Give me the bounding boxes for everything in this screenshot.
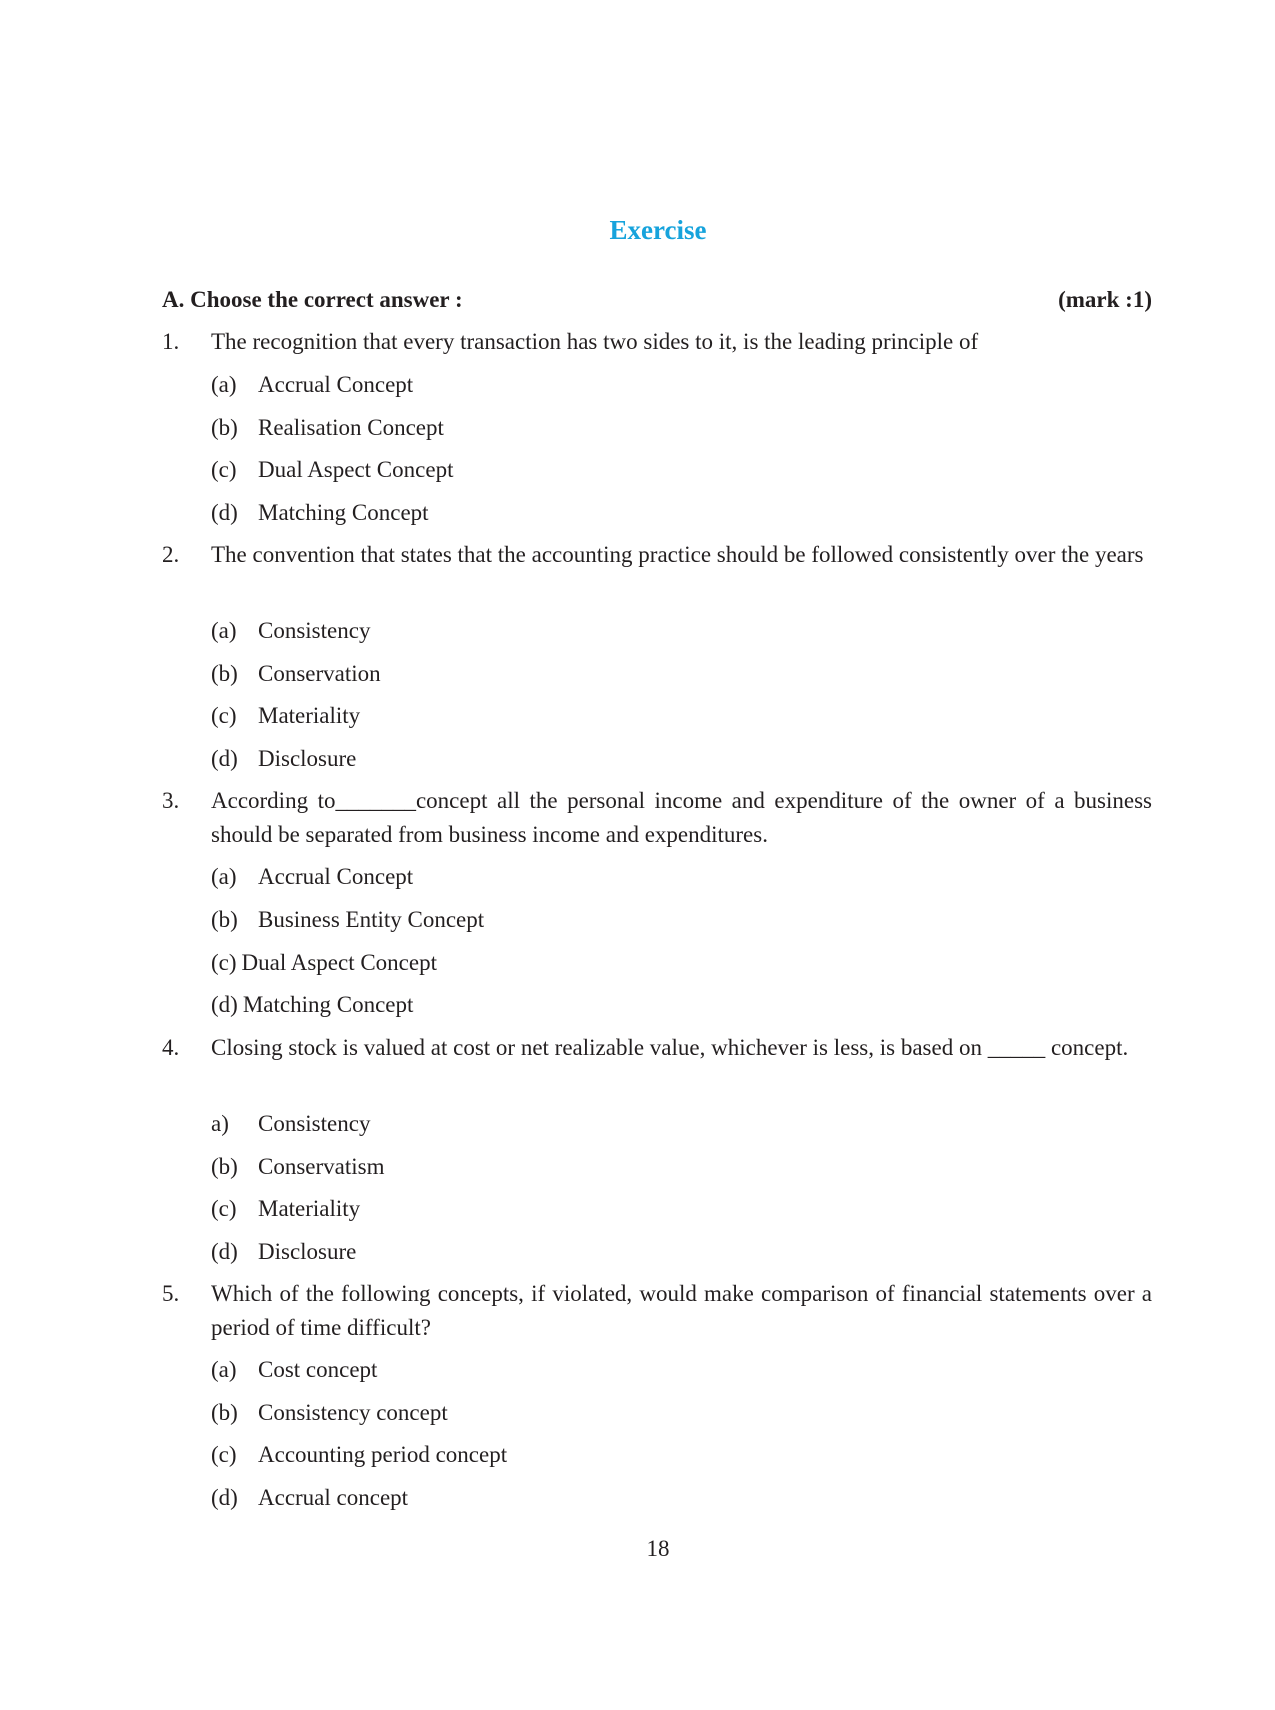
question-number: 3.	[162, 788, 180, 813]
option-label: (d)	[211, 992, 238, 1017]
option-label: (d)	[211, 1239, 238, 1264]
option-label: (d)	[211, 1485, 238, 1510]
option-text: Disclosure	[258, 1239, 357, 1264]
option-label: (c)	[211, 1442, 237, 1467]
section-marks: (mark :1)	[1058, 287, 1152, 312]
option-label: (c)	[211, 457, 237, 482]
question-number: 2.	[162, 542, 180, 567]
option-4b	[211, 1150, 385, 1184]
option-label: (a)	[211, 372, 237, 397]
option-text: Business Entity Concept	[258, 907, 485, 932]
option-text: Consistency	[258, 618, 371, 643]
question-text: The recognition that every transaction has two sides to it, is the leading principle of	[211, 329, 979, 354]
option-text: Accrual Concept	[258, 372, 414, 397]
exercise-title: Exercise	[609, 215, 707, 245]
option-label: (c)	[211, 1196, 237, 1221]
option-label: (b)	[211, 907, 238, 932]
question-1	[162, 325, 1152, 359]
option-text: Consistency concept	[258, 1400, 448, 1425]
option-label: (a)	[211, 864, 237, 889]
option-text: Dual Aspect Concept	[241, 950, 437, 975]
question-number: 1.	[162, 329, 180, 354]
option-text: Materiality	[258, 703, 361, 728]
option-label: (d)	[211, 746, 238, 771]
option-text: Cost concept	[258, 1357, 378, 1382]
option-label: (c)	[211, 950, 237, 975]
option-3d	[211, 988, 413, 1022]
option-2b	[211, 657, 381, 691]
option-label: (b)	[211, 1154, 238, 1179]
option-label: (a)	[211, 1357, 237, 1382]
option-5a	[211, 1353, 377, 1387]
option-text: Disclosure	[258, 746, 357, 771]
option-text: Conservatism	[258, 1154, 385, 1179]
option-label: (d)	[211, 500, 238, 525]
option-1b	[211, 411, 444, 445]
option-5b	[211, 1396, 448, 1430]
option-2c	[211, 699, 360, 733]
option-text: Matching Concept	[258, 500, 429, 525]
question-5	[162, 1277, 1152, 1345]
option-text: Conservation	[258, 661, 381, 686]
option-label: (b)	[211, 1400, 238, 1425]
question-3	[162, 784, 1152, 852]
option-5c	[211, 1438, 507, 1472]
option-text: Realisation Concept	[258, 415, 444, 440]
option-3c	[211, 946, 437, 980]
option-label: (a)	[211, 618, 237, 643]
option-3b	[211, 903, 484, 937]
option-text: Accrual Concept	[258, 864, 414, 889]
section-heading: A. Choose the correct answer :	[162, 287, 463, 312]
option-4d	[211, 1235, 356, 1269]
option-2d	[211, 742, 356, 776]
option-text: Materiality	[258, 1196, 361, 1221]
question-text: According to_______concept all the personal income and expenditure of the owner of a business should be separated from business income and expenditures.	[211, 788, 1152, 847]
question-number: 4.	[162, 1035, 180, 1060]
option-label: (c)	[211, 703, 237, 728]
option-4c	[211, 1192, 360, 1226]
question-2	[162, 538, 1152, 572]
page-number: 18	[646, 1536, 670, 1561]
option-label: (b)	[211, 661, 238, 686]
option-4a	[211, 1107, 370, 1141]
option-5d	[211, 1481, 408, 1515]
question-number: 5.	[162, 1281, 180, 1306]
question-text: The convention that states that the accounting practice should be followed consistently over the years	[211, 542, 1144, 567]
option-label: a)	[211, 1111, 229, 1136]
option-1a	[211, 368, 413, 402]
option-text: Matching Concept	[242, 992, 414, 1017]
option-2a	[211, 614, 370, 648]
option-text: Consistency	[258, 1111, 371, 1136]
section-header	[162, 283, 1152, 317]
question-text: Closing stock is valued at cost or net realizable value, whichever is less, is based on _____ concept.	[211, 1035, 1129, 1060]
question-text: Which of the following concepts, if violated, would make comparison of financial statements over a period of time difficult?	[211, 1281, 1152, 1340]
option-1c	[211, 453, 453, 487]
option-text: Accrual concept	[258, 1485, 409, 1510]
option-text: Accounting period concept	[258, 1442, 508, 1467]
option-label: (b)	[211, 415, 238, 440]
question-4	[162, 1031, 1152, 1065]
option-1d	[211, 496, 429, 530]
option-3a	[211, 860, 413, 894]
option-text: Dual Aspect Concept	[258, 457, 454, 482]
